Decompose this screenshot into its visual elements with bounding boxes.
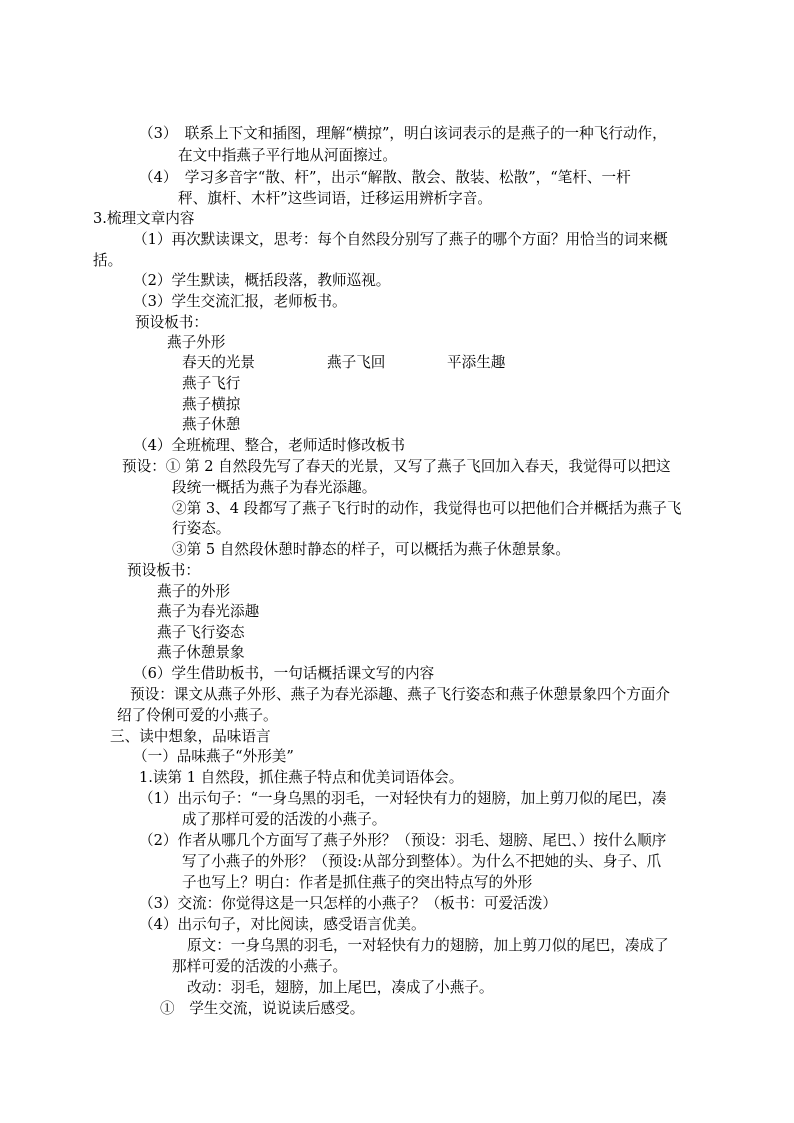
text-line: （2）作者从哪几个方面写了燕子外形？（预设：羽毛、翅膀、尾巴、）按什么顺序 (139, 832, 667, 849)
text-line: 1.读第 1 自然段，抓住燕子特点和优美词语体会。 (139, 769, 464, 786)
text-line: （2）学生默读，概括段落，教师巡视。 (133, 272, 391, 289)
text-line: 在文中指燕子平行地从河面擦过。 (178, 147, 397, 164)
text-line: 那样可爱的活泼的小燕子。 (172, 958, 348, 975)
text-line: 预设板书： (127, 562, 200, 579)
text-line: 绍了伶俐可爱的小燕子。 (117, 707, 278, 724)
text-line: （1）出示句子：“一身乌黑的羽毛，一对轻快有力的翅膀，加上剪刀似的尾巴，凑 (139, 790, 667, 807)
board-item: 燕子外形 (167, 334, 226, 351)
text-line: 括。 (93, 252, 123, 269)
board-item: 春天的光景 (182, 354, 255, 371)
text-line: 写了小燕子的外形？（预设:从部分到整体）。为什么不把她的头、身子、爪 (182, 853, 662, 870)
text-line: （4） 学习多音字“散、杆”，出示“解散、散会、散装、松散”，“笔杆、一杆 (139, 169, 631, 186)
text-line: （6）学生借助板书，一句话概括课文写的内容 (133, 665, 435, 682)
text-line: ① 学生交流，说说读后感受。 (160, 1000, 365, 1017)
board-item: 燕子飞行姿态 (157, 624, 245, 641)
text-line: 行姿态。 (172, 520, 231, 537)
text-line: （1）再次默读课文，思考：每个自然段分别写了燕子的哪个方面？用恰当的词来概 (133, 231, 668, 248)
section-heading: 3.梳理文章内容 (93, 210, 195, 227)
board-item: 燕子休憩 (182, 416, 241, 433)
text-line: 改动：羽毛，翅膀，加上尾巴，凑成了小燕子。 (187, 979, 494, 996)
board-item: 燕子休憩景象 (157, 644, 245, 661)
text-line: （3）学生交流汇报，老师板书。 (133, 293, 347, 310)
text-line: 段统一概括为燕子为春光添趣。 (172, 479, 377, 496)
board-item: 燕子飞回 (327, 354, 386, 371)
board-item: 燕子飞行 (182, 375, 241, 392)
text-line: 预设板书： (135, 314, 208, 331)
text-line: 成了那样可爱的活泼的小燕子。 (182, 811, 387, 828)
subsection-heading: （一）品味燕子“外形美” (133, 748, 294, 765)
text-line: 子也写上？明白：作者是抓住燕子的突出特点写的外形 (182, 874, 533, 891)
text-line: 秤、旗杆、木杆”这些词语，迁移运用辨析字音。 (178, 190, 492, 207)
board-item: 平添生趣 (447, 354, 506, 371)
board-item: 燕子为春光添趣 (157, 603, 260, 620)
board-item: 燕子的外形 (157, 583, 230, 600)
text-line: 预设：① 第 2 自然段先写了春天的光景，又写了燕子飞回加入春天，我觉得可以把这 (122, 458, 671, 475)
text-line: ③第 5 自然段休憩时静态的样子，可以概括为燕子休憩景象。 (172, 541, 571, 558)
text-line: 预设：课文从燕子外形、燕子为春光添趣、燕子飞行姿态和燕子休憩景象四个方面介 (130, 686, 670, 703)
text-line: 原文：一身乌黑的羽毛，一对轻快有力的翅膀，加上剪刀似的尾巴，凑成了 (187, 937, 669, 954)
text-line: （4）出示句子，对比阅读，感受语言优美。 (139, 916, 426, 933)
section-heading: 三、读中想象，品味语言 (110, 728, 271, 745)
text-line: （4）全班梳理、整合，老师适时修改板书 (133, 437, 405, 454)
text-line: （3） 联系上下文和插图，理解“横掠”，明白该词表示的是燕子的一种飞行动作， (139, 125, 667, 142)
text-line: ②第 3、4 段都写了燕子飞行时的动作，我觉得也可以把他们合并概括为燕子飞 (172, 500, 682, 517)
board-item: 燕子横掠 (182, 396, 241, 413)
text-line: （3）交流：你觉得这是一只怎样的小燕子？（板书：可爱活泼） (139, 895, 557, 912)
